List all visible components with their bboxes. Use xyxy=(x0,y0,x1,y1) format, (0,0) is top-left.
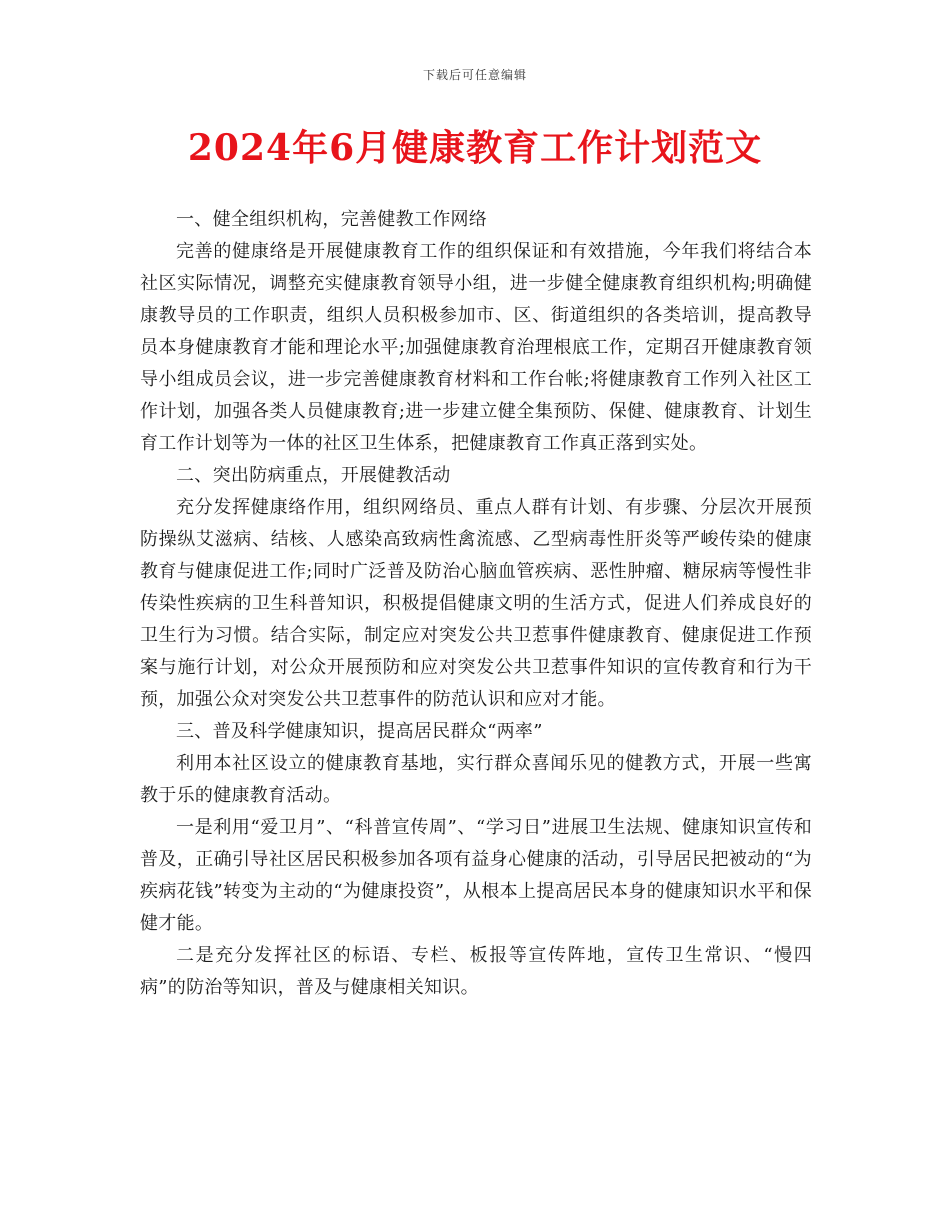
paragraph: 利用本社区设立的健康教育基地，实行群众喜闻乐见的健教方式，开展一些寓教于乐的健康教育活动。 xyxy=(140,753,812,806)
section-heading-3: 三、普及科学健康知识，提高居民群众“两率” xyxy=(176,721,543,742)
paragraph: 一是利用“爱卫月”、“科普宣传周”、“学习日”进展卫生法规、健康知识宣传和普及，正确引导社区居民积极参加各项有益身心健康的活动，引导居民把被动的“为疾病花钱”转变为主动的“为健康投资”，从根本上提高居民本身的健康知识水平和保健才能。 xyxy=(140,817,812,934)
section-heading-1: 一、健全组织机构，完善健教工作网络 xyxy=(176,209,488,230)
paragraph: 完善的健康络是开展健康教育工作的组织保证和有效措施，今年我们将结合本社区实际情况，调整充实健康教育领导小组，进一步健全健康教育组织机构;明确健康教导员的工作职责，组织人员积极参加市、区、街道组织的各类培训，提高教导员本身健康教育才能和理论水平;加强健康教育治理根底工作，定期召开健康教育领导小组成员会议，进一步完善健康教育材料和工作台帐;将健康教育工作列入社区工作计划，加强各类人员健康教育;进一步建立健全集预防、保健、健康教育、计划生育工作计划等为一体的社区卫生体系，把健康教育工作真正落到实处。 xyxy=(140,241,812,454)
document-title: 2024年6月健康教育工作计划范文 xyxy=(187,127,763,169)
document-body xyxy=(140,204,812,1004)
paragraph: 充分发挥健康络作用，组织网络员、重点人群有计划、有步骤、分层次开展预防操纵艾滋病、结核、人感染高致病性禽流感、乙型病毒性肝炎等严峻传染的健康教育与健康促进工作;同时广泛普及防治心脑血管疾病、恶性肿瘤、糖尿病等慢性非传染性疾病的卫生科普知识，积极提倡健康文明的生活方式，促进人们养成良好的卫生行为习惯。结合实际，制定应对突发公共卫惹事件健康教育、健康促进工作预案与施行计划，对公众开展预防和应对突发公共卫惹事件知识的宣传教育和行为干预，加强公众对突发公共卫惹事件的防范认识和应对才能。 xyxy=(140,497,812,710)
paragraph: 二是充分发挥社区的标语、专栏、板报等宣传阵地，宣传卫生常识、“慢四病”的防治等知识，普及与健康相关知识。 xyxy=(140,945,812,998)
section-heading-2: 二、突出防病重点，开展健教活动 xyxy=(176,465,451,486)
header-note: 下载后可任意编辑 xyxy=(422,68,527,82)
